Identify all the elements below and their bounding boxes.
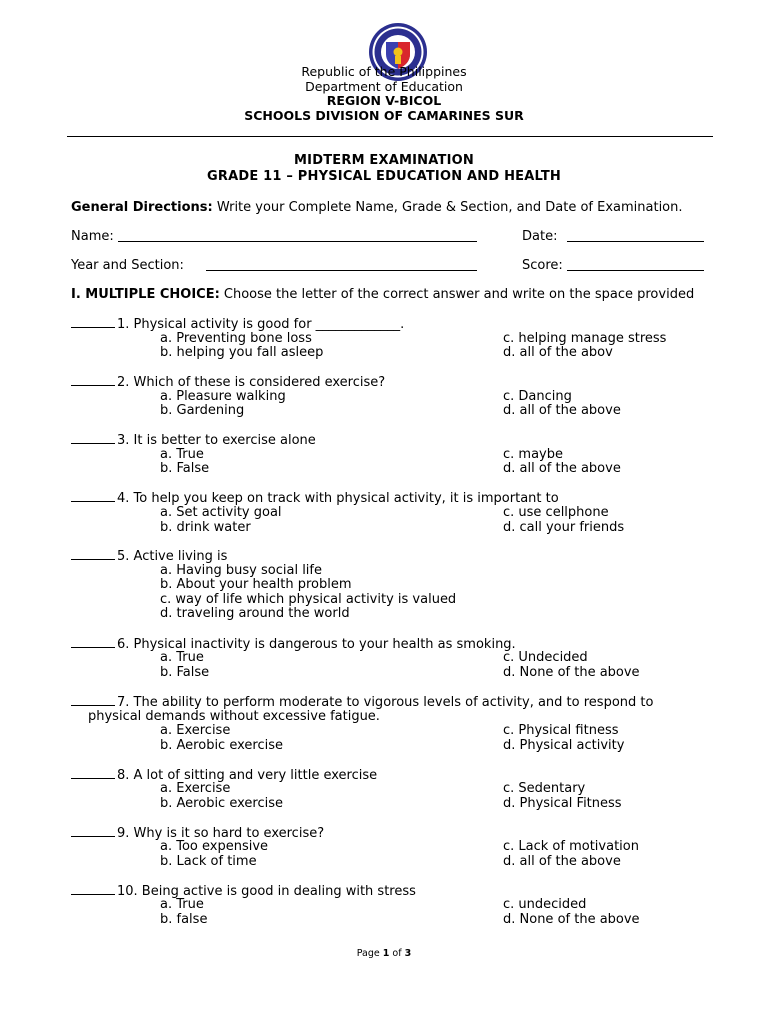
answer-blank[interactable] xyxy=(71,636,115,648)
header-department: Department of Education xyxy=(305,79,463,94)
question-stem: 9. Why is it so hard to exercise? xyxy=(117,826,325,841)
header-region: REGION V-BICOL xyxy=(326,93,442,108)
option-c: c. helping manage stress xyxy=(503,331,667,346)
option-d: d. all of the above xyxy=(503,461,621,476)
date-field[interactable] xyxy=(567,241,704,242)
option-d: d. traveling around the world xyxy=(160,606,350,621)
section-heading xyxy=(71,287,694,302)
answer-blank[interactable] xyxy=(71,374,115,386)
answer-blank[interactable] xyxy=(71,316,115,328)
question-stem: 4. To help you keep on track with physical activity, it is important to xyxy=(117,491,559,506)
option-c: c. Lack of motivation xyxy=(503,839,639,854)
question-stem: 5. Active living is xyxy=(117,549,228,564)
option-b: b. Aerobic exercise xyxy=(160,738,283,753)
answer-blank[interactable] xyxy=(71,767,115,779)
question-6 xyxy=(71,636,516,652)
question-stem: 10. Being active is good in dealing with stress xyxy=(117,884,416,899)
option-b: b. False xyxy=(160,461,210,476)
option-a: a. Exercise xyxy=(160,723,231,738)
question-stem: 1. Physical activity is good for _____________. xyxy=(117,317,405,332)
option-d: d. None of the above xyxy=(503,665,640,680)
option-a: a. True xyxy=(160,447,204,462)
option-d: d. all of the above xyxy=(503,854,621,869)
option-d: d. Physical Fitness xyxy=(503,796,622,811)
date-label: Date: xyxy=(522,229,558,244)
option-b: b. false xyxy=(160,912,208,927)
page-footer xyxy=(0,948,768,960)
question-stem: 8. A lot of sitting and very little exercise xyxy=(117,768,378,783)
page-number: 1 xyxy=(382,948,390,959)
question-10 xyxy=(71,883,416,899)
exam-subtitle: GRADE 11 – PHYSICAL EDUCATION AND HEALTH xyxy=(207,169,561,184)
option-a: a. Set activity goal xyxy=(160,505,282,520)
question-stem-continued: physical demands without excessive fatigue. xyxy=(88,709,380,724)
question-7 xyxy=(71,694,653,710)
header-division: SCHOOLS DIVISION OF CAMARINES SUR xyxy=(244,108,524,123)
answer-blank[interactable] xyxy=(71,548,115,560)
general-directions xyxy=(71,200,683,215)
year-section-field[interactable] xyxy=(206,270,477,271)
question-stem: 2. Which of these is considered exercise? xyxy=(117,375,386,390)
option-d: d. Physical activity xyxy=(503,738,625,753)
option-b: b. Lack of time xyxy=(160,854,257,869)
option-d: d. call your friends xyxy=(503,520,625,535)
option-a: a. True xyxy=(160,650,204,665)
option-c: c. Physical fitness xyxy=(503,723,619,738)
header-divider xyxy=(67,136,713,137)
general-directions-text: Write your Complete Name, Grade & Section, and Date of Examination. xyxy=(212,200,683,215)
option-c: c. undecided xyxy=(503,897,587,912)
question-2 xyxy=(71,374,385,390)
option-a: a. Exercise xyxy=(160,781,231,796)
option-a: a. Preventing bone loss xyxy=(160,331,312,346)
option-b: b. drink water xyxy=(160,520,251,535)
section-instruction: Choose the letter of the correct answer and write on the space provided xyxy=(219,287,695,302)
option-b: b. helping you fall asleep xyxy=(160,345,324,360)
option-a: a. Too expensive xyxy=(160,839,269,854)
question-stem: 7. The ability to perform moderate to vigorous levels of activity, and to respond to xyxy=(117,695,654,710)
year-section-label: Year and Section: xyxy=(71,258,184,273)
option-c: c. Sedentary xyxy=(503,781,586,796)
option-c: c. use cellphone xyxy=(503,505,609,520)
option-c: c. Dancing xyxy=(503,389,572,404)
option-b: b. Gardening xyxy=(160,403,245,418)
answer-blank[interactable] xyxy=(71,694,115,706)
option-c: c. way of life which physical activity is valued xyxy=(160,592,457,607)
answer-blank[interactable] xyxy=(71,883,115,895)
question-stem: 6. Physical inactivity is dangerous to your health as smoking. xyxy=(117,637,516,652)
option-a: a. True xyxy=(160,897,204,912)
option-b: b. About your health problem xyxy=(160,577,352,592)
option-d: d. all of the above xyxy=(503,403,621,418)
option-b: b. Aerobic exercise xyxy=(160,796,283,811)
option-c: c. maybe xyxy=(503,447,563,462)
option-d: d. all of the abov xyxy=(503,345,613,360)
section-label: I. MULTIPLE CHOICE: xyxy=(71,287,220,302)
question-4 xyxy=(71,490,559,506)
score-field[interactable] xyxy=(567,270,704,271)
score-label: Score: xyxy=(522,258,563,273)
option-b: b. False xyxy=(160,665,210,680)
question-1 xyxy=(71,316,404,332)
general-directions-label: General Directions: xyxy=(71,200,213,215)
page-word: Page xyxy=(356,948,383,959)
question-5 xyxy=(71,548,227,564)
name-field[interactable] xyxy=(118,241,477,242)
question-3 xyxy=(71,432,316,448)
page-total: 3 xyxy=(404,948,412,959)
exam-title: MIDTERM EXAMINATION xyxy=(294,153,474,168)
header-republic: Republic of the Philippines xyxy=(301,64,467,79)
option-c: c. Undecided xyxy=(503,650,588,665)
name-label: Name: xyxy=(71,229,114,244)
option-a: a. Pleasure walking xyxy=(160,389,286,404)
question-stem: 3. It is better to exercise alone xyxy=(117,433,316,448)
answer-blank[interactable] xyxy=(71,490,115,502)
option-a: a. Having busy social life xyxy=(160,563,322,578)
answer-blank[interactable] xyxy=(71,432,115,444)
answer-blank[interactable] xyxy=(71,825,115,837)
of-word: of xyxy=(389,948,405,959)
option-d: d. None of the above xyxy=(503,912,640,927)
